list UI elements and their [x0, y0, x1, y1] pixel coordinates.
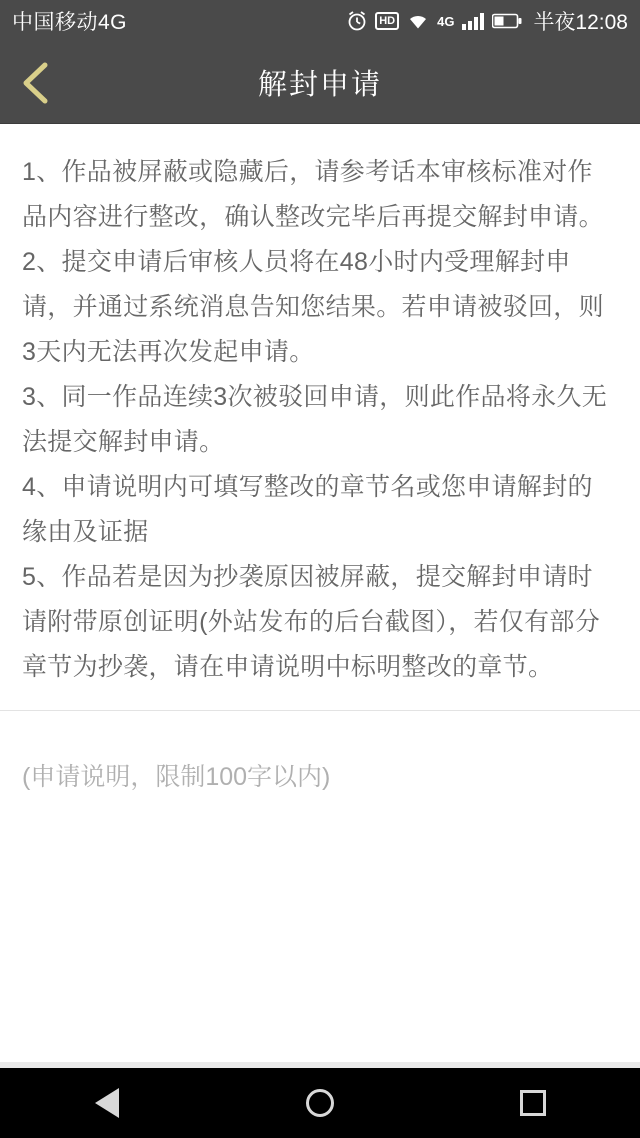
status-bar-right — [346, 6, 628, 36]
back-button[interactable] — [0, 42, 70, 124]
nav-recent-button[interactable] — [493, 1068, 573, 1138]
hd-icon: HD — [375, 12, 399, 30]
status-bar-left — [12, 6, 127, 36]
system-navigation-bar — [0, 1068, 640, 1138]
rules-section — [0, 124, 640, 711]
battery-icon — [492, 12, 522, 30]
square-recent-icon — [520, 1090, 546, 1116]
signal-icon — [461, 11, 485, 31]
application-description-input[interactable] — [22, 757, 618, 1057]
main-content — [0, 124, 640, 1068]
rule-item: 1、作品被屏蔽或隐藏后，请参考话本审核标准对作品内容进行整改，确认整改完毕后再提交解封申请。 — [22, 158, 604, 231]
header-bar — [0, 42, 640, 124]
nav-back-button[interactable] — [67, 1068, 147, 1138]
carrier-label: 中国移动4G — [12, 11, 128, 34]
rule-item: 4、申请说明内可填写整改的章节名或您申请解封的缘由及证据 — [22, 473, 593, 546]
page-title: 解封申请 — [257, 69, 382, 101]
alarm-icon — [346, 10, 368, 32]
application-input-area — [0, 711, 640, 1062]
nav-home-button[interactable] — [280, 1068, 360, 1138]
4g-icon: 4G — [437, 13, 455, 29]
status-time: 半夜12:08 — [533, 11, 628, 34]
circle-home-icon — [306, 1089, 334, 1117]
triangle-back-icon — [95, 1088, 119, 1118]
chevron-left-icon — [18, 60, 52, 106]
rule-item: 2、提交申请后审核人员将在48小时内受理解封申请，并通过系统消息告知您结果。若申请被驳回，则3天内无法再次发起申请。 — [22, 248, 604, 366]
wifi-icon — [406, 11, 430, 31]
status-bar — [0, 0, 640, 42]
rule-item: 3、同一作品连续3次被驳回申请，则此作品将永久无法提交解封申请。 — [22, 383, 608, 456]
rule-item: 5、作品若是因为抄袭原因被屏蔽，提交解封申请时请附带原创证明(外站发布的后台截图），若仅有部分章节为抄袭，请在申请说明中标明整改的章节。 — [22, 563, 601, 681]
